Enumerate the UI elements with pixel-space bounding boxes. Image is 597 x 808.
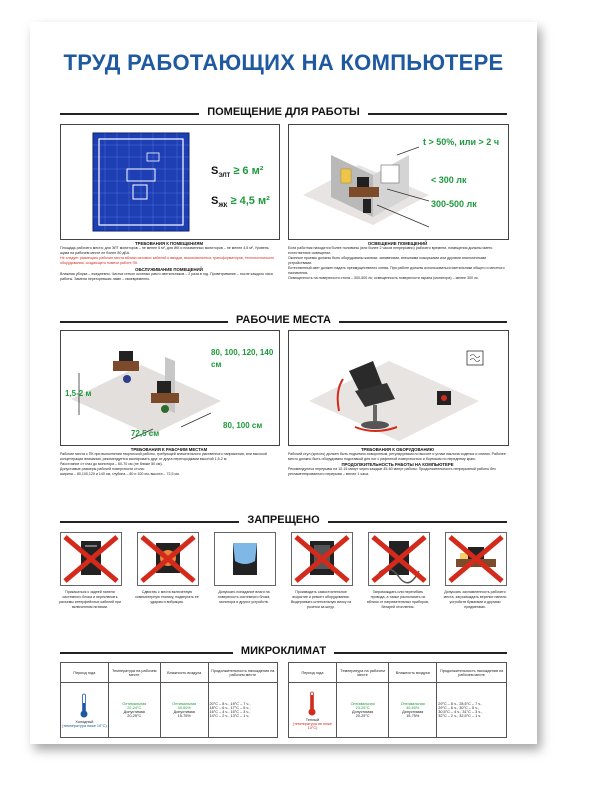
header-humidity: Влажность воздуха	[389, 663, 437, 683]
lighting-text: ОСВЕЩЕНИЕ ПОМЕЩЕНИЙ Если работник находится более половины (или более 2 часов непрерывно) рабочего времени, помещения должны иметь естественное освещение. Оконные проемы должны быть оборудованы жалюзи, занавесями, внешними козырьками или другими аналогичными устройствами. Естественный свет должен падать преимущественно слева. При работе должны использоваться светильники общего и местного назначения. Освещенность на поверхности стола – 300-500 лк; освещенность поверхности экрана (монитора) – менее 300 лк.	[288, 241, 505, 280]
humidity-cell: Оптимальная 40-60% Допустимая 15-75%	[160, 683, 208, 738]
section-room-title: ПОМЕЩЕНИЕ ДЛЯ РАБОТЫ	[199, 106, 368, 118]
header-duration: Продолжительность нахождения на рабочем месте	[208, 663, 277, 683]
room-area-panel	[60, 124, 280, 240]
room-floorplan-illustration	[61, 125, 279, 239]
open-case-icon	[292, 533, 352, 585]
forbidden-caption: Прикасаться к задней панели системного блока и переключать разъемы интерфейсных кабелей при включенном питании.	[58, 590, 122, 609]
forbidden-pictogram	[291, 532, 353, 586]
forbidden-caption: Сдвигать с места включенную компьютерную технику, подвергать ее ударам и вибрации.	[135, 590, 199, 604]
forbidden-pictogram	[60, 532, 122, 586]
room-lighting-panel	[288, 124, 509, 240]
header-period: Период года	[289, 663, 337, 683]
partition-height-label: 1,5-2 м	[65, 389, 92, 398]
forbidden-pictogram	[137, 532, 199, 586]
section-workplaces-title: РАБОЧИЕ МЕСТА	[228, 314, 339, 326]
forbidden-caption: Допускать попадание влаги на поверхность системного блока, монитора и других устройств.	[217, 590, 271, 604]
header-temperature: Температура на рабочем месте	[336, 663, 388, 683]
temperature-cell: Оптимальная 23-25°С Допустимая 20-25°С	[336, 683, 388, 738]
duration-cell: 29°С – 8 ч., 28,5°С – 7 ч., 29°С – 6 ч., 30°С – 5 ч., 30,5°С – 4 ч., 31°С – 3 ч., 32°С – 2 ч., 32,5°С – 1 ч.	[437, 683, 507, 738]
forbidden-caption: Загромождать или перегибать провода, а также располагать их вблизи от нагревательных приборов, батарей отопления.	[367, 590, 429, 609]
duration-cell: 20°С – 8 ч., 19°С – 7 ч., 18°С – 6 ч., 17°С – 5 ч., 16°С – 4 ч., 15°С – 3 ч., 14°С – 2 ч., 13°С – 1 ч.	[208, 683, 277, 738]
page-title: ТРУД РАБОТАЮЩИХ НА КОМПЬЮТЕРЕ	[63, 50, 504, 75]
table-width-label: 80, 100, 120, 140 см	[211, 348, 274, 369]
period-cell: Холодный (температура ниже 10°С)	[61, 683, 109, 738]
section-microclimate-header	[60, 645, 507, 659]
section-workplaces-header	[60, 314, 507, 328]
table-height-label: 72,5 см	[131, 429, 160, 438]
forbidden-pictogram	[368, 532, 430, 586]
microclimate-table-warm	[288, 662, 507, 738]
header-period: Период года	[61, 663, 109, 683]
lux-300-label: < 300 лк	[431, 175, 467, 185]
humidity-cell: Оптимальная 40-60% Допустимая 15-75%	[389, 683, 437, 738]
temperature-cell: Оптимальная 22-24°С Допустимая 20-25°С	[108, 683, 160, 738]
forbidden-caption: Допускать захламленность рабочего места, загромождать верхние панели устройств бумагами и другими предметами.	[443, 590, 507, 609]
header-duration: Продолжительность нахождения на рабочем месте	[437, 663, 507, 683]
lighting-time-label: t > 50%, или > 2 ч	[423, 137, 500, 147]
room-requirements-text: ТРЕБОВАНИЯ К ПОМЕЩЕНИЯМ Площадь рабочего места: для ЭЛТ мониторов – не менее 6 м², для ЖК и плазменных мониторов – не менее 4,5 м². Уровень шума на рабочем месте не более 80 дБА. Не следует размещать рабочие места вблизи силовых кабелей и вводов, высоковольтных трансформаторов, технологического оборудования, создающего помехи работе ПК. ОБСЛУЖИВАНИЕ ПОМЕЩЕНИЙ Влажная уборка – ежедневно. Чистка стекол оконных рам и светильников – 2 раза в год. Проветривание – после каждого часа работы. Замена перегоревших ламп – своевременно.	[60, 241, 274, 281]
section-microclimate-title: МИКРОКЛИМАТ	[233, 645, 334, 657]
chair-illustration	[289, 331, 508, 445]
period-cell: Теплый (температура не ниже 10°С)	[289, 683, 337, 738]
forbidden-pictogram	[214, 532, 276, 586]
header-humidity: Влажность воздуха	[160, 663, 208, 683]
thermometer-red-icon	[307, 691, 317, 717]
pc-back-panel-icon	[61, 533, 121, 585]
area-zhk-label: $S_{ЖК} \ge 4,5$ м²	[211, 195, 270, 210]
table-depth-label: 80, 100 см	[223, 421, 263, 430]
thermometer-blue-icon	[79, 693, 89, 719]
forbidden-grid	[60, 532, 507, 640]
equipment-requirements-text: ТРЕБОВАНИЯ К ОБОРУДОВАНИЮ Рабочий стул (кресло) должен быть подъемно-поворотным, регулируемым по высоте и углам наклона сиденья и спинки. Рабочее место должно быть оборудовано подставкой для ног с рифленой поверхностью и бортиком по переднему краю. ПРОДОЛЖИТЕЛЬНОСТЬ РАБОТЫ НА КОМПЬЮТЕРЕ Рекомендуются перерывы на 10-15 минут через каждые 45-60 минут работы. Продолжительность непрерывной работы без регламентированного перерыва – менее 1 часа.	[288, 447, 506, 476]
water-on-pc-icon	[215, 533, 275, 585]
section-room-header	[60, 106, 507, 120]
section-forbidden-header	[60, 514, 507, 528]
equipment-panel	[288, 330, 509, 446]
forbidden-pictogram	[445, 532, 507, 586]
cluttered-desk-icon	[446, 533, 506, 585]
moving-pc-icon	[138, 533, 198, 585]
area-elt-label: $S_{ЭЛТ} \ge 6$ м²	[211, 165, 264, 180]
cables-heater-icon	[369, 533, 429, 585]
header-temperature: Температура на рабочем месте	[108, 663, 160, 683]
forbidden-caption: Производить самостоятельное вскрытие и ремонт оборудования. Выдергивать штепсельную вилку из розетки за шнур.	[290, 590, 352, 609]
poster	[30, 22, 537, 744]
lux-range-label: 300-500 лк	[431, 199, 477, 209]
workplace-dimensions-panel	[60, 330, 280, 446]
microclimate-table-cold	[60, 662, 278, 738]
workplace-requirements-text: ТРЕБОВАНИЯ К РАБОЧИМ МЕСТАМ Рабочие места с ПК при выполнении творческой работы, требующей значительного умственного напряжения, или высокой концентрации внимания, рекомендуется изолировать друг от друга перегородками высотой 1,5-2 м. Расстояние от глаз до монитора – 60-70 см (не ближе 50 см). Допустимые размеры рабочей поверхности стола: ширина – 80,100,120 и 140 см, глубина – 80 и 100 см, высота – 72,5 см.	[60, 447, 267, 476]
section-forbidden-title: ЗАПРЕЩЕНО	[239, 514, 327, 526]
